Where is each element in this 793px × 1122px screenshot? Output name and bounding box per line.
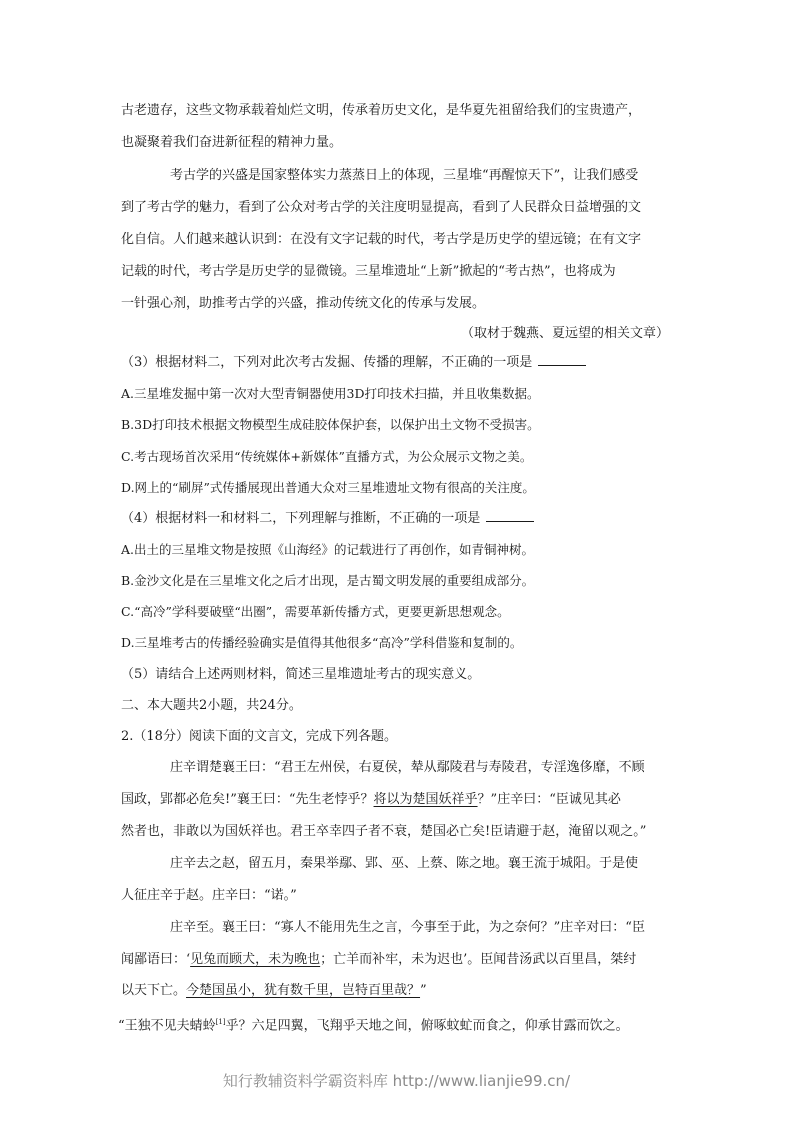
- question-4-option-c: C.“高冷”学科要破壁“出圈”，需要革新传播方式，更要更新思想观念。: [121, 604, 510, 619]
- underlined-sentence: 今楚国虽小，犹有数千里，岂特百里哉？: [186, 983, 421, 998]
- underlined-sentence: 将以为楚国妖祥乎: [373, 792, 478, 807]
- underlined-sentence: 见兔而顾犬，未为晚也: [190, 952, 321, 967]
- question-3-text: （3）根据材料二，下列对此次考古发掘、传播的理解，不正确的一项是: [121, 355, 533, 370]
- classical-line: [121, 950, 681, 970]
- passage-line: 也凝聚着我们奋进新征程的精神力量。: [121, 135, 343, 150]
- question-3-option-c: C.考古现场首次采用“传统媒体+新媒体”直播方式，为公众展示文物之美。: [121, 449, 533, 464]
- question-4-option-d: D.三星堆考古的传播经验确实是值得其他很多“高冷”学科借鉴和复制的。: [121, 635, 523, 650]
- classical-line: [121, 981, 681, 1001]
- question-4-option-b: B.金沙文化是在三星堆文化之后才出现，是古蜀文明发展的重要组成部分。: [121, 573, 535, 588]
- classical-line: 庄辛去之赵，留五月，秦果举鄢、郢、巫、上蔡、陈之地。襄王流于城阳。于是使: [170, 856, 639, 871]
- question-5-stem: （5）请结合上述两则材料，简述三星堆遗址考古的现实意义。: [121, 667, 481, 682]
- text-run: 国政，郢都必危矣!”襄王曰：“先生老悖乎？: [121, 792, 374, 807]
- classical-line: 然者也，非敢以为国妖祥也。君王卒幸四子者不衰，楚国必亡矣!臣请避于赵，淹留以观之。”: [121, 824, 647, 839]
- classical-line: [118, 1012, 684, 1036]
- text-run: ？”庄辛曰：“臣诚见其必: [477, 792, 621, 807]
- question-3-option-a: A.三星堆发掘中第一次对大型青铜器使用3D打印技术扫描，并且收集数据。: [121, 386, 540, 401]
- passage-line: 考古学的兴盛是国家整体实力蒸蒸日上的体现，三星堆“再醒惊天下”，让我们感受: [170, 168, 639, 183]
- passage-line: 到了考古学的魅力，看到了公众对考古学的关注度明显提高，看到了人民群众日益增强的文: [121, 200, 642, 215]
- section-heading: 二、本大题共2小题，共24分。: [121, 698, 302, 713]
- question-4-text: （4）根据材料一和材料二，下列理解与推断，不正确的一项是: [121, 511, 481, 526]
- classical-line: 庄辛谓楚襄王曰：“君王左州侯，右夏侯，辇从鄢陵君与寿陵君，专淫逸侈靡，不顾: [170, 760, 645, 775]
- classical-line: [121, 790, 681, 810]
- question-3-option-b: B.3D打印技术根据文物模型生成硅胶体保护套，以保护出土文物不受损害。: [121, 417, 540, 432]
- text-run: ”: [420, 983, 427, 998]
- text-run: “王独不见夫蜻蛉: [118, 1018, 216, 1034]
- answer-blank: [486, 509, 534, 522]
- classical-line: 庄辛至。襄王曰：“寡人不能用先生之言，今事至于此，为之奈何？”庄辛对曰：“臣: [170, 920, 645, 935]
- text-run: ；亡羊而补牢，未为迟也’。臣闻昔汤武以百里昌，桀纣: [320, 952, 637, 967]
- question-4-option-a: A.出土的三星堆文物是按照《山海经》的记载进行了再创作，如青铜神树。: [121, 542, 535, 557]
- passage-source: （取材于魏燕、夏远望的相关文章）: [460, 326, 669, 341]
- passage-line: 古老遗存，这些文物承载着灿烂文明，传承着历史文化，是华夏先祖留给我们的宝贵遗产，: [121, 103, 642, 118]
- text-run: 闻鄙语曰：‘: [121, 952, 191, 967]
- text-run: 乎？六足四翼，飞翔乎天地之间，俯啄蚊虻而食之，仰承甘露而饮之。: [225, 1018, 629, 1034]
- classical-line: 人征庄辛于赵。庄辛曰：“诺。”: [121, 888, 297, 903]
- passage-line: 一针强心剂，助推考古学的兴盛，推动传统文化的传承与发展。: [121, 296, 486, 311]
- footer-watermark: 知行教辅资料学霸资料库 http://www.lianjie99.cn/: [222, 1072, 571, 1090]
- question-3-option-d: D.网上的“刷屏”式传播展现出普通大众对三星堆遗址文物有很高的关注度。: [121, 480, 535, 495]
- passage-line: 记载的时代，考古学是历史学的显微镜。三星堆遗址“上新”掀起的“考古热”，也将成为: [121, 264, 616, 279]
- text-run: 以天下亡。: [121, 983, 187, 998]
- question-3-stem: [121, 353, 681, 373]
- footnote-marker: [1]: [215, 1018, 226, 1026]
- question-2-stem: 2.（18分）阅读下面的文言文，完成下列各题。: [121, 729, 397, 744]
- passage-line: 化自信。人们越来越认识到：在没有文字记载的时代，考古学是历史学的望远镜；在有文字: [121, 232, 642, 247]
- question-4-stem: [121, 509, 681, 529]
- answer-blank: [538, 353, 586, 366]
